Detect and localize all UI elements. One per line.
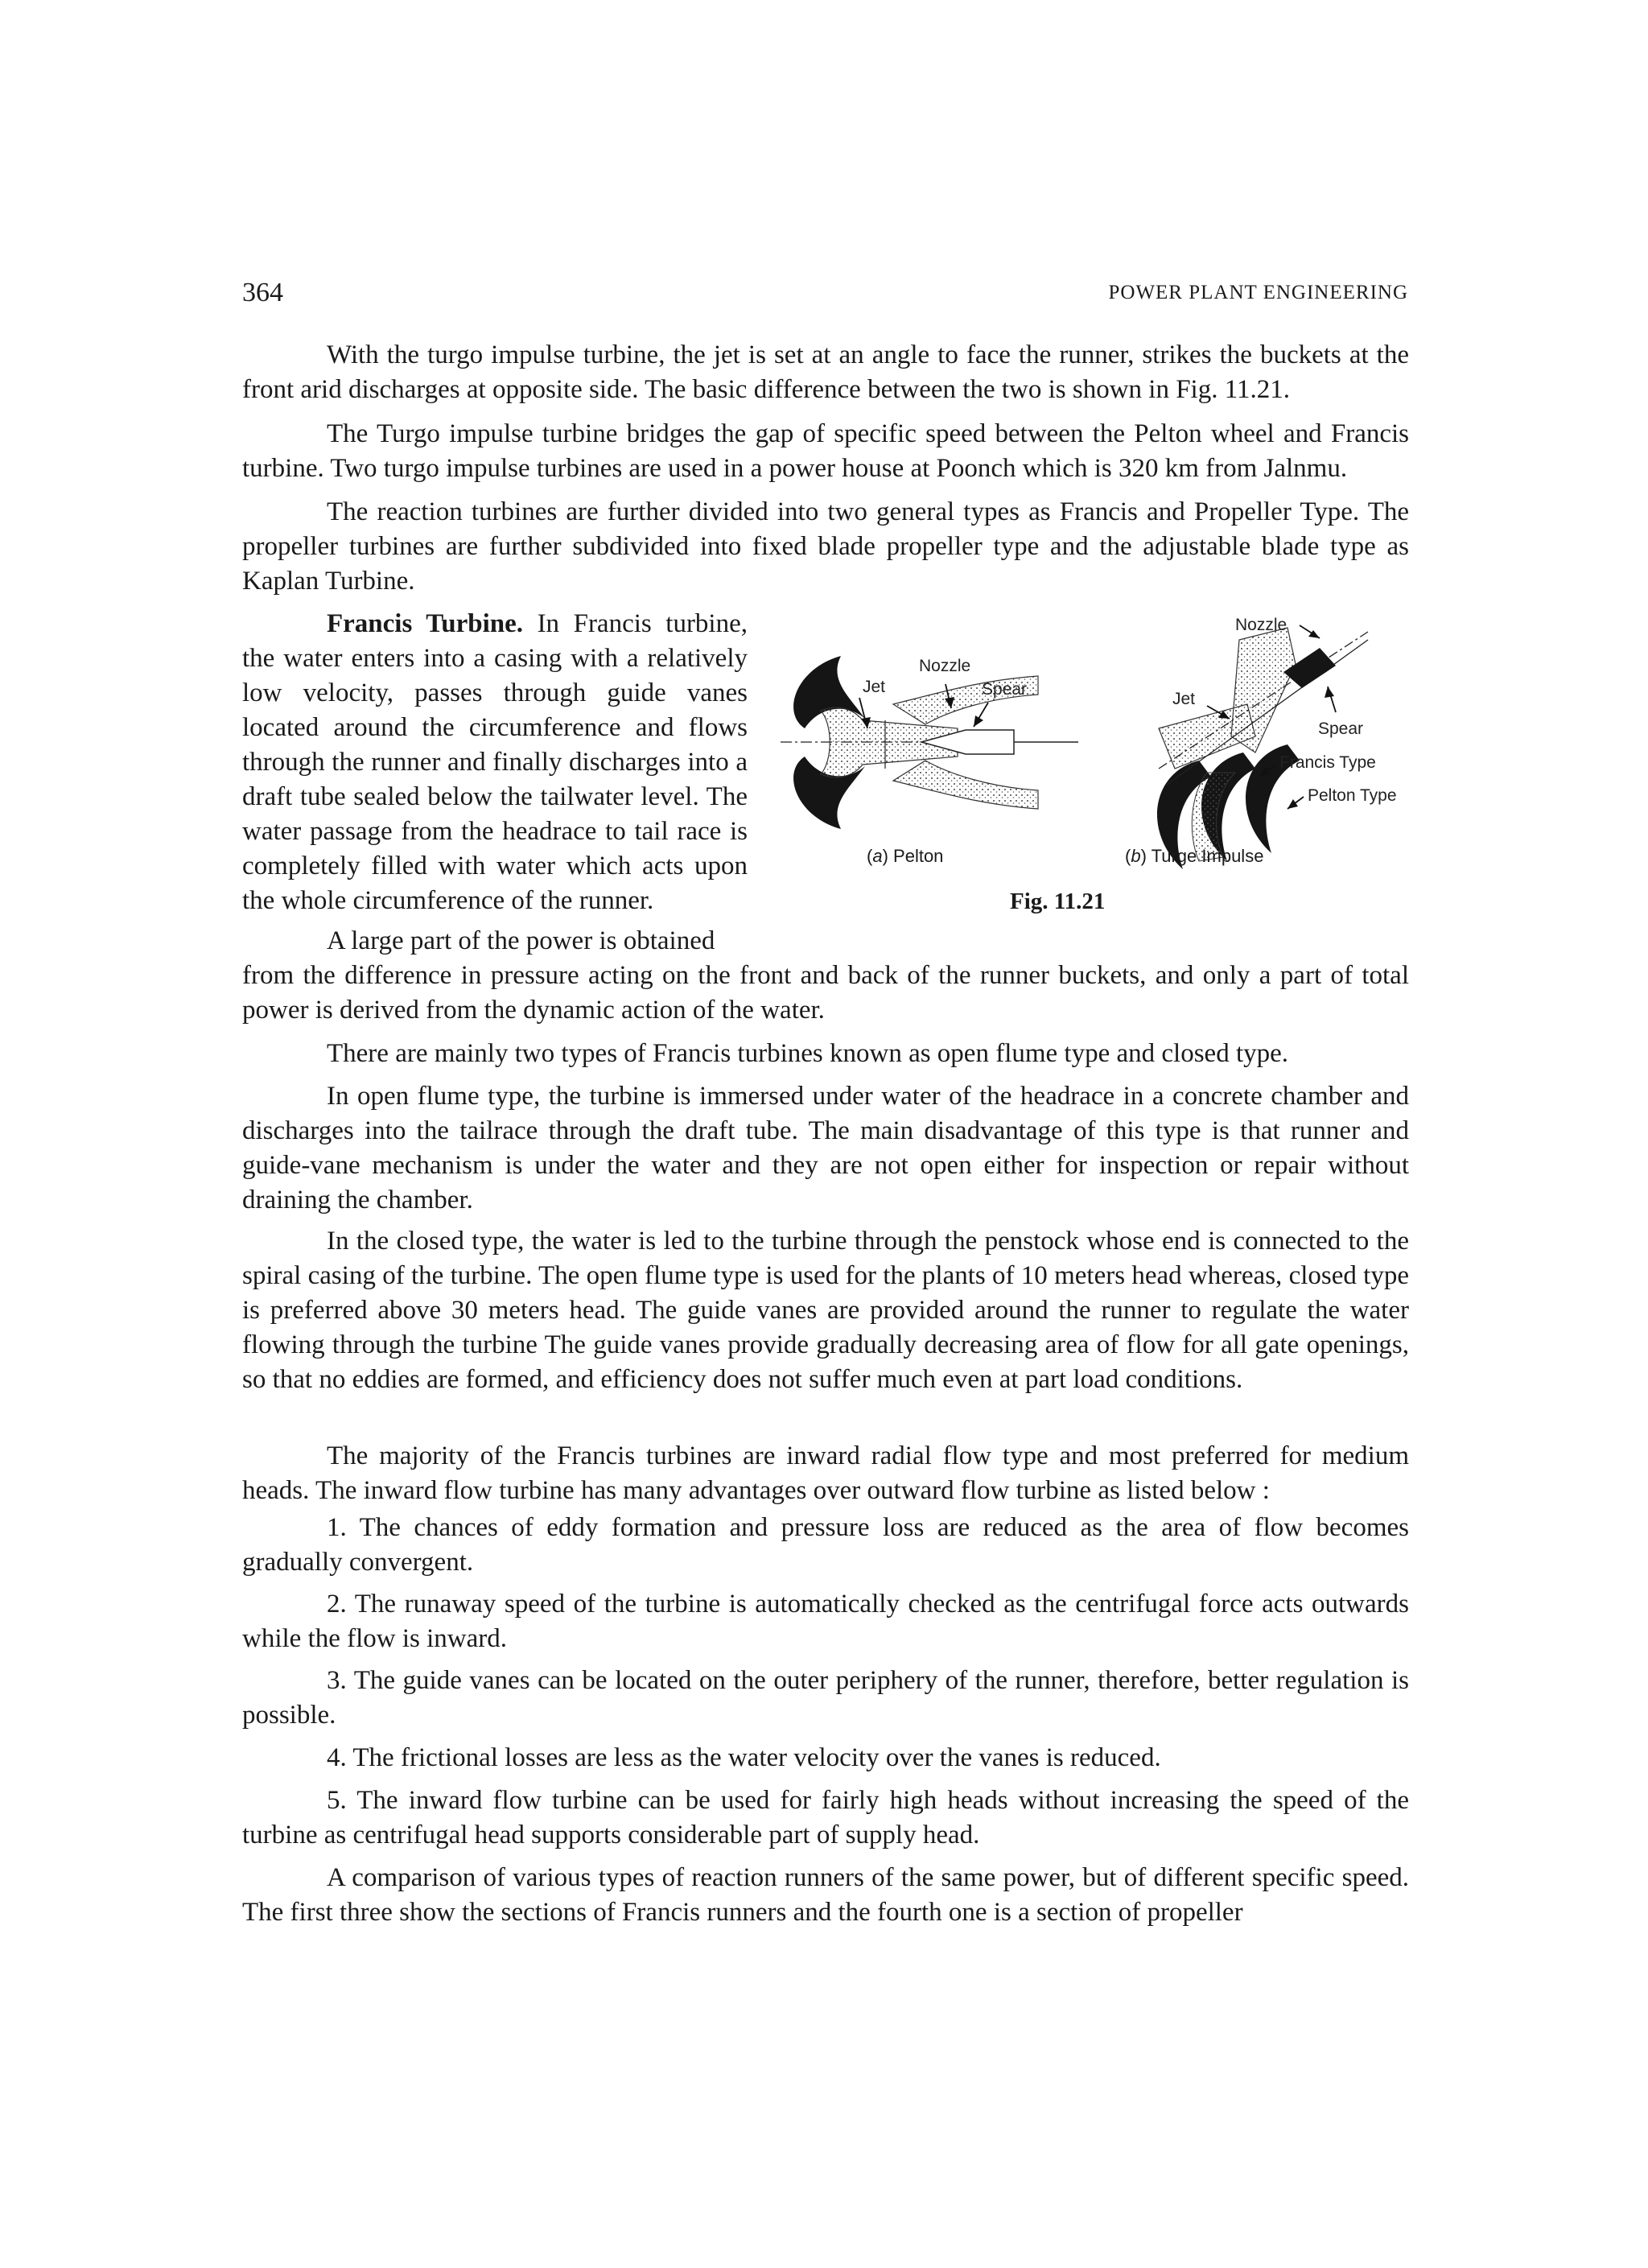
paragraph-francis-turbine (242, 607, 748, 918)
paragraph-large-part-continued: from the difference in pressure acting on the front and back of the runner buckets, and only a part of total power is derived from the dynamic action of the water. (242, 961, 1409, 1025)
pelton-type-arrow-head (1288, 799, 1298, 809)
subcaption-turgo-letter: b (1131, 846, 1141, 866)
list-item-5: 5. The inward flow turbine can be used for fairly high heads without increasing the speed of the turbine as centrifugal head supports considerable part of supply head. (242, 1786, 1409, 1849)
list-item-1: 1. The chances of eddy formation and pressure loss are reduced as the area of flow becomes gradually convergent. (242, 1513, 1409, 1577)
paragraph-open-flume: In open flume type, the turbine is immersed under water of the headrace in a concrete chamber and discharges into the tailrace through the draft tube. The main disadvantage of this type is that runner and guide-vane mechanism is under the water and they are not open either for inspection or repair without draining the chamber. (242, 1082, 1409, 1214)
running-head: POWER PLANT ENGINEERING (1108, 282, 1408, 303)
figure-drawing (772, 608, 1416, 922)
turgo-pelton-type-label: Pelton Type (1308, 786, 1397, 805)
paragraph-large-part-start: A large part of the power is obtained (327, 926, 715, 955)
pelton-diagram (781, 656, 1078, 829)
paragraph-reaction-types: The reaction turbines are further divided into two general types as Francis and Propeller Type. The propeller turbines are further subdivided into fixed blade propeller type and the adjustable blade type as Kaplan Turbine. (242, 497, 1409, 596)
turgo-diagram (1157, 616, 1397, 869)
francis-body: In Francis turbine, the water enters into a casing with a relatively low velocity, passes through guide vanes located around the circumference and flows through the runner and finally discharges into a draft tube sealed below the tailwater level. The water passage from the headrace to tail race is completely filled with water which acts upon the whole circumference of the runner. (242, 609, 748, 915)
turgo-jet-label: Jet (1172, 690, 1196, 708)
figure-11-21 (772, 608, 1416, 922)
paragraph-comparison: A comparison of various types of reaction runners of the same power, but of different specific speed. The first three show the sections of Francis runners and the fourth one is a section of propeller (242, 1863, 1409, 1927)
paragraph-turgo-gap: The Turgo impulse turbine bridges the gap of specific speed between the Pelton wheel and Francis turbine. Two turgo impulse turbines are used in a power house at Poonch which is 320 km from Jalnmu. (242, 419, 1409, 483)
page-number: 364 (242, 278, 283, 307)
pelton-spear-label: Spear (982, 680, 1028, 699)
spear-arrow-head (974, 715, 983, 727)
turgo-spear-label: Spear (1318, 720, 1364, 738)
figure-caption: Fig. 11.21 (1010, 889, 1106, 914)
turgo-nozzle-label: Nozzle (1235, 616, 1288, 634)
paragraph-inward-radial: The majority of the Francis turbines are inward radial flow type and most preferred for medium heads. The inward flow turbine has many advantages over outward flow turbine as listed below : (242, 1441, 1409, 1505)
francis-runin-heading: Francis Turbine. (327, 609, 524, 638)
subcaption-pelton-letter: a (872, 846, 883, 866)
list-item-3: 3. The guide vanes can be located on the outer periphery of the runner, therefore, better regulation is possible. (242, 1666, 1409, 1730)
pelton-nozzle-lower (893, 761, 1038, 809)
pelton-jet-label: Jet (863, 678, 886, 696)
subcaption-pelton: (a) Pelton (867, 846, 944, 866)
paragraph-two-types: There are mainly two types of Francis turbines known as open flume type and closed type. (327, 1039, 1289, 1068)
turgo-francis-type-label: Francis Type (1279, 753, 1376, 772)
paragraph-turgo-angle: With the turgo impulse turbine, the jet is set at an angle to face the runner, strikes the buckets at the front arid discharges at opposite side. The basic difference between the two is shown in Fig. 11.21. (242, 340, 1409, 404)
turgo-spear-arrow-head (1325, 687, 1334, 698)
subcaption-turgo: (b) Turge Impulse (1125, 846, 1264, 866)
paragraph-closed-type: In the closed type, the water is led to the turbine through the penstock whose end is connected to the spiral casing of the turbine. The open flume type is used for the plants of 10 meters head whereas, closed type is preferred above 30 meters head. The guide vanes are provided around the runner to regulate the water flowing through the turbine The guide vanes provide gradually decreasing area of flow for all gate openings, so that no eddies are formed, and efficiency does not suffer much even at part load conditions. (242, 1227, 1409, 1394)
pelton-nozzle-label: Nozzle (919, 657, 971, 675)
list-item-4: 4. The frictional losses are less as the water velocity over the vanes is reduced. (327, 1743, 1161, 1772)
subcaption-turgo-title: Turge Impulse (1151, 846, 1264, 866)
subcaption-pelton-title: Pelton (893, 846, 944, 866)
list-item-2: 2. The runaway speed of the turbine is automatically checked as the centrifugal force acts outwards while the flow is inward. (242, 1590, 1409, 1653)
